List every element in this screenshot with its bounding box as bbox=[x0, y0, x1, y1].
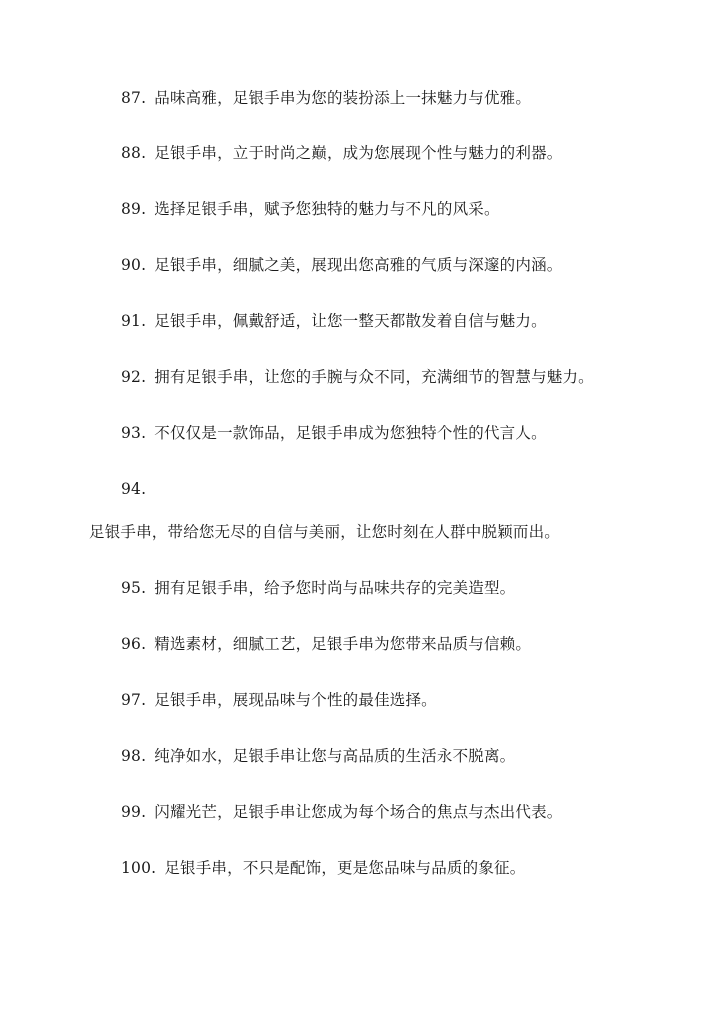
list-item bbox=[121, 802, 562, 822]
item-text: 足银手串，佩戴舒适，让您一整天都散发着自信与魅力。 bbox=[154, 312, 547, 330]
list-item bbox=[121, 311, 547, 331]
item-number: 88. bbox=[121, 144, 147, 162]
list-item bbox=[121, 746, 515, 766]
item-text: 足银手串，立于时尚之巅，成为您展现个性与魅力的利器。 bbox=[154, 144, 563, 162]
item-number: 94. bbox=[121, 480, 147, 498]
item-text: 闪耀光芒，足银手串让您成为每个场合的焦点与杰出代表。 bbox=[154, 803, 563, 821]
item-number: 95. bbox=[121, 579, 147, 597]
item-number: 98. bbox=[121, 747, 147, 765]
list-item bbox=[121, 199, 500, 219]
list-item bbox=[121, 255, 562, 275]
item-number: 91. bbox=[121, 312, 147, 330]
item-number: 97. bbox=[121, 691, 147, 709]
item-text: 纯净如水，足银手串让您与高品质的生活永不脱离。 bbox=[154, 747, 516, 765]
list-item-continuation bbox=[89, 522, 560, 542]
list-item bbox=[121, 423, 547, 443]
item-number: 100. bbox=[121, 859, 157, 877]
item-text: 品味高雅，足银手串为您的装扮添上一抹魅力与优雅。 bbox=[154, 89, 532, 107]
item-text: 足银手串，细腻之美，展现出您高雅的气质与深邃的内涵。 bbox=[154, 256, 563, 274]
item-text: 足银手串，带给您无尽的自信与美丽，让您时刻在人群中脱颖而出。 bbox=[89, 523, 561, 541]
item-text: 精选素材，细腻工艺，足银手串为您带来品质与信赖。 bbox=[154, 635, 532, 653]
item-number: 89. bbox=[121, 200, 147, 218]
item-text: 不仅仅是一款饰品，足银手串成为您独特个性的代言人。 bbox=[154, 424, 547, 442]
list-item bbox=[121, 578, 515, 598]
item-text: 拥有足银手串，给予您时尚与品味共存的完美造型。 bbox=[154, 579, 516, 597]
item-number: 96. bbox=[121, 635, 147, 653]
list-item bbox=[121, 143, 562, 163]
item-number: 93. bbox=[121, 424, 147, 442]
item-number: 87. bbox=[121, 89, 147, 107]
item-text: 足银手串，展现品味与个性的最佳选择。 bbox=[154, 691, 437, 709]
item-number: 99. bbox=[121, 803, 147, 821]
item-number: 90. bbox=[121, 256, 147, 274]
item-text: 选择足银手串，赋予您独特的魅力与不凡的风采。 bbox=[154, 200, 500, 218]
item-number: 92. bbox=[121, 368, 147, 386]
list-item bbox=[121, 88, 531, 108]
list-item bbox=[121, 858, 525, 878]
item-text: 拥有足银手串，让您的手腕与众不同，充满细节的智慧与魅力。 bbox=[154, 368, 594, 386]
list-item bbox=[121, 479, 154, 499]
list-item bbox=[121, 690, 437, 710]
list-item bbox=[121, 367, 594, 387]
item-text: 足银手串，不只是配饰，更是您品味与品质的象征。 bbox=[164, 859, 526, 877]
list-item bbox=[121, 634, 531, 654]
